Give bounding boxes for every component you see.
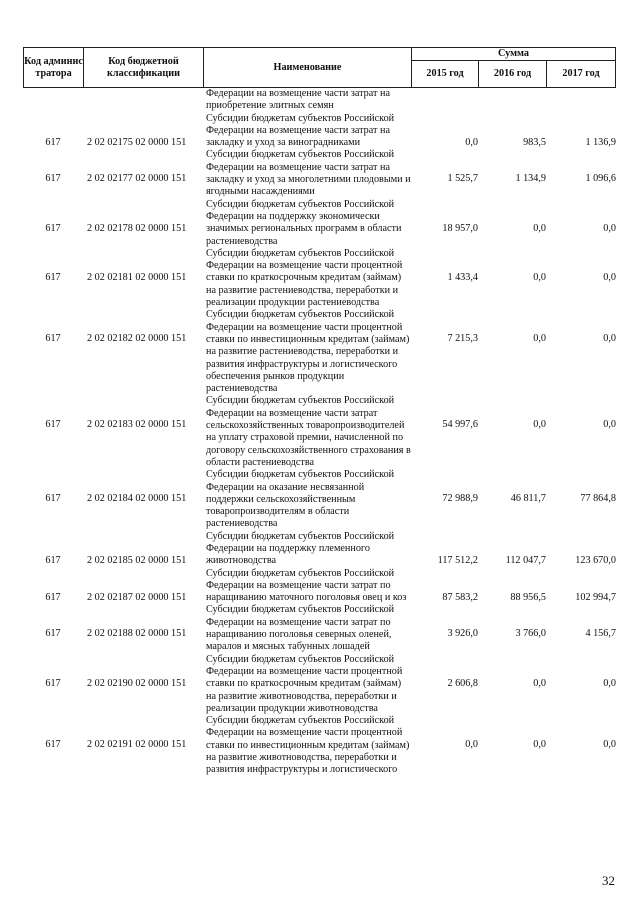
sum-2017-cell: 0,0 (603, 333, 616, 345)
table-row (23, 604, 616, 653)
sum-2015-cell: 1 433,4 (447, 271, 478, 283)
table-row (23, 113, 616, 150)
header-budget-code: Код бюджетной классификации (107, 55, 180, 79)
sum-2017-cell: 0,0 (603, 222, 616, 234)
sum-2017-cell: 102 994,7 (575, 591, 616, 603)
sum-2017-cell: 0,0 (603, 419, 616, 431)
admin-code-cell: 617 (45, 419, 61, 431)
budget-code-cell: 2 02 02175 02 0000 151 (87, 136, 187, 148)
header-name: Наименование (273, 61, 342, 73)
name-cell: Субсидии бюджетам субъектов Российской Федерации на возмещение части процентной ставки по инвестиционным кредитам (займам) на развитие растениеводства, переработки и развития инфраструктуры и логистического обеспечения рынков продукции растениеводства (206, 309, 410, 395)
sum-2016-cell: 0,0 (533, 419, 546, 431)
continuation-text: Федерации на возмещение части затрат на приобретение элитных семян (206, 88, 391, 112)
sum-2017-cell: 123 670,0 (575, 554, 616, 566)
sum-2017-cell: 0,0 (603, 739, 616, 751)
admin-code-cell: 617 (45, 173, 61, 185)
sum-2017-cell: 0,0 (603, 677, 616, 689)
table-row (23, 395, 616, 469)
header-2015: 2015 год (426, 68, 464, 79)
sum-2017-cell: 77 864,8 (580, 493, 616, 505)
budget-code-cell: 2 02 02177 02 0000 151 (87, 173, 187, 185)
name-cell: Субсидии бюджетам субъектов Российской Федерации на возмещение части затрат по наращиванию маточного поголовья овец и коз (206, 567, 407, 604)
header-admin-code: Код админис тратора (24, 55, 83, 79)
admin-code-cell: 617 (45, 222, 61, 234)
sum-2015-cell: 7 215,3 (447, 333, 478, 345)
sum-2015-cell: 72 988,9 (442, 493, 478, 505)
sum-2015-cell: 0,0 (465, 136, 478, 148)
sum-2016-cell: 0,0 (533, 222, 546, 234)
admin-code-cell: 617 (45, 677, 61, 689)
admin-code-cell: 617 (45, 271, 61, 283)
table-row (23, 715, 616, 776)
budget-code-cell: 2 02 02178 02 0000 151 (87, 222, 187, 234)
page-number: 32 (602, 873, 615, 888)
sum-2017-cell: 4 156,7 (585, 628, 616, 640)
sum-2015-cell: 0,0 (465, 739, 478, 751)
budget-code-cell: 2 02 02187 02 0000 151 (87, 591, 187, 603)
budget-code-cell: 2 02 02188 02 0000 151 (87, 628, 187, 640)
name-cell: Субсидии бюджетам субъектов Российской Федерации на возмещение части затрат сельскохозяйственных товаропроизводителей на уплату страховой премии, начисленной по договору сельскохозяйственного страхования в области растениеводства (206, 395, 411, 468)
table-row (23, 149, 616, 198)
sum-2017-cell: 0,0 (603, 271, 616, 283)
name-cell: Субсидии бюджетам субъектов Российской Федерации на возмещение части затрат на закладку и уход за виноградниками (206, 112, 395, 149)
sum-2016-cell: 0,0 (533, 677, 546, 689)
admin-code-cell: 617 (45, 493, 61, 505)
name-cell: Субсидии бюджетам субъектов Российской Федерации на возмещение части процентной ставки по краткосрочным кредитам (займам) на развитие животноводства, переработки и реализации продукции животноводства (206, 653, 403, 714)
table-row (23, 199, 616, 248)
budget-code-cell: 2 02 02184 02 0000 151 (87, 493, 187, 505)
budget-code-cell: 2 02 02181 02 0000 151 (87, 271, 187, 283)
sum-2015-cell: 18 957,0 (442, 222, 478, 234)
budget-code-cell: 2 02 02182 02 0000 151 (87, 333, 187, 345)
sum-2017-cell: 1 096,6 (585, 173, 616, 185)
sum-2015-cell: 54 997,6 (442, 419, 478, 431)
admin-code-cell: 617 (45, 591, 61, 603)
budget-code-cell: 2 02 02185 02 0000 151 (87, 554, 187, 566)
sum-2016-cell: 983,5 (523, 136, 546, 148)
table-header (23, 47, 616, 87)
header-2016: 2016 год (493, 68, 532, 79)
sum-2015-cell: 117 512,2 (437, 554, 478, 566)
sum-2016-cell: 0,0 (533, 271, 546, 283)
sum-2016-cell: 3 766,0 (515, 628, 546, 640)
table-row (23, 654, 616, 715)
table-row (23, 531, 616, 568)
sum-2015-cell: 2 606,8 (447, 677, 478, 689)
name-cell: Субсидии бюджетам субъектов Российской Федерации на возмещение части процентной ставки по инвестиционным кредитам (займам) на развитие животноводства, переработки и развития инфраструктуры и логистического (206, 715, 410, 776)
admin-code-cell: 617 (45, 554, 61, 566)
admin-code-cell: 617 (45, 628, 61, 640)
budget-code-cell: 2 02 02190 02 0000 151 (87, 677, 187, 689)
admin-code-cell: 617 (45, 136, 61, 148)
header-sum: Сумма (498, 48, 529, 59)
name-cell: Субсидии бюджетам субъектов Российской Федерации на поддержку экономически значимых региональных программ в области растениеводства (206, 198, 402, 247)
sum-2016-cell: 0,0 (533, 333, 546, 345)
name-cell: Субсидии бюджетам субъектов Российской Федерации на возмещение части затрат на закладку и уход за многолетними плодовыми и ягодными насаждениями (206, 149, 411, 198)
table-row (23, 309, 616, 395)
sum-2016-cell: 1 134,9 (515, 173, 546, 185)
table-row (23, 568, 616, 605)
name-cell: Субсидии бюджетам субъектов Российской Федерации на возмещение части процентной ставки по краткосрочным кредитам (займам) на развитие растениеводства, переработки и реализации продукции растениеводства (206, 247, 403, 309)
sum-2015-cell: 87 583,2 (442, 591, 478, 603)
name-cell: Субсидии бюджетам субъектов Российской Федерации на поддержку племенного животноводства (206, 530, 395, 567)
admin-code-cell: 617 (45, 333, 61, 345)
budget-code-cell: 2 02 02191 02 0000 151 (87, 739, 187, 751)
admin-code-cell: 617 (45, 739, 61, 751)
header-2017: 2017 год (562, 68, 600, 79)
budget-code-cell: 2 02 02183 02 0000 151 (87, 419, 187, 431)
sum-2016-cell: 0,0 (533, 739, 546, 751)
sum-2015-cell: 1 525,7 (447, 173, 478, 185)
table-row (23, 248, 616, 309)
table-row (23, 469, 616, 530)
sum-2017-cell: 1 136,9 (585, 136, 616, 148)
sum-2016-cell: 112 047,7 (505, 554, 546, 566)
name-cell: Субсидии бюджетам субъектов Российской Федерации на возмещение части затрат по наращиванию поголовья северных оленей, маралов и мясных табунных лошадей (206, 604, 395, 653)
sum-2016-cell: 46 811,7 (510, 493, 546, 505)
table-body (23, 88, 616, 777)
name-cell: Субсидии бюджетам субъектов Российской Федерации на оказание несвязанной поддержки сельскохозяйственным товаропроизводителям в области растениеводства (206, 469, 395, 530)
sum-2016-cell: 88 956,5 (510, 591, 546, 603)
sum-2015-cell: 3 926,0 (447, 628, 478, 640)
